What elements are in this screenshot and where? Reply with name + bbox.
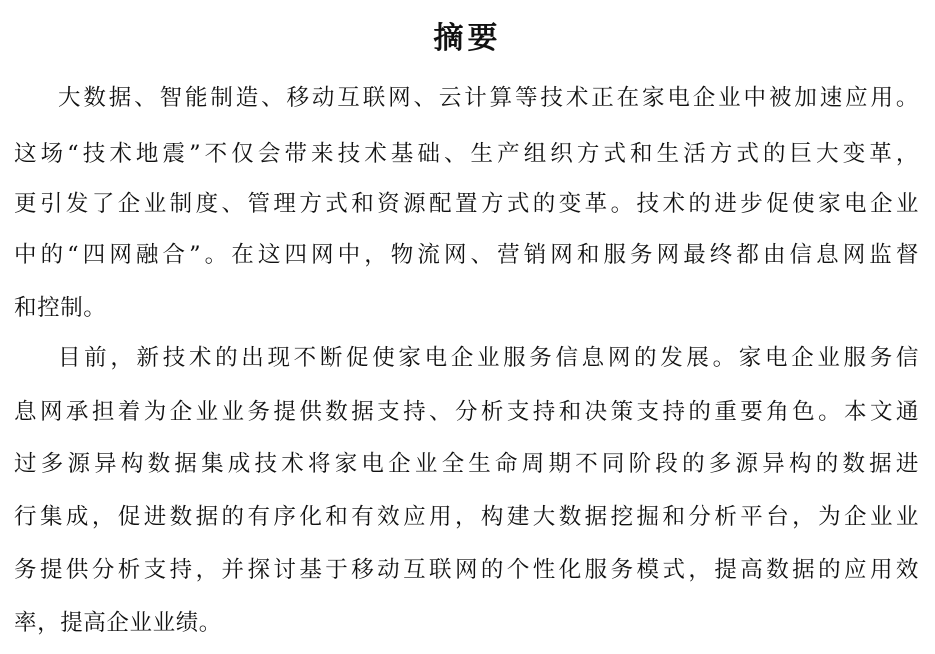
paragraph-2-line-5: 务提供分析支持，并探讨基于移动互联网的个性化服务模式，提高数据的应用效 xyxy=(14,557,919,583)
paragraph-2-line-6: 率，提高企业业绩。 xyxy=(14,610,222,636)
paragraph-2-line-4: 行集成，促进数据的有序化和有效应用，构建大数据挖掘和分析平台，为企业业 xyxy=(14,504,919,530)
paragraph-2-line-2: 息网承担着为企业业务提供数据支持、分析支持和决策支持的重要角色。本文通 xyxy=(14,399,919,425)
paragraph-1-line-2: 这场“技术地震”不仅会带来技术基础、生产组织方式和生活方式的巨大变革， xyxy=(14,141,919,167)
paragraph-1-line-4: 中的“四网融合”。在这四网中，物流网、营销网和服务网最终都由信息网监督 xyxy=(14,242,919,268)
abstract-title: 摘要 xyxy=(433,21,502,56)
paragraph-1-line-3: 更引发了企业制度、管理方式和资源配置方式的变革。技术的进步促使家电企业 xyxy=(14,191,919,217)
paragraph-1-line-1: 大数据、智能制造、移动互联网、云计算等技术正在家电企业中被加速应用。 xyxy=(58,85,919,111)
paragraph-2-line-3: 过多源异构数据集成技术将家电企业全生命周期不同阶段的多源异构的数据进 xyxy=(14,451,919,477)
paragraph-2-line-1: 目前，新技术的出现不断促使家电企业服务信息网的发展。家电企业服务信 xyxy=(58,345,919,371)
paragraph-1-line-5: 和控制。 xyxy=(14,295,107,321)
